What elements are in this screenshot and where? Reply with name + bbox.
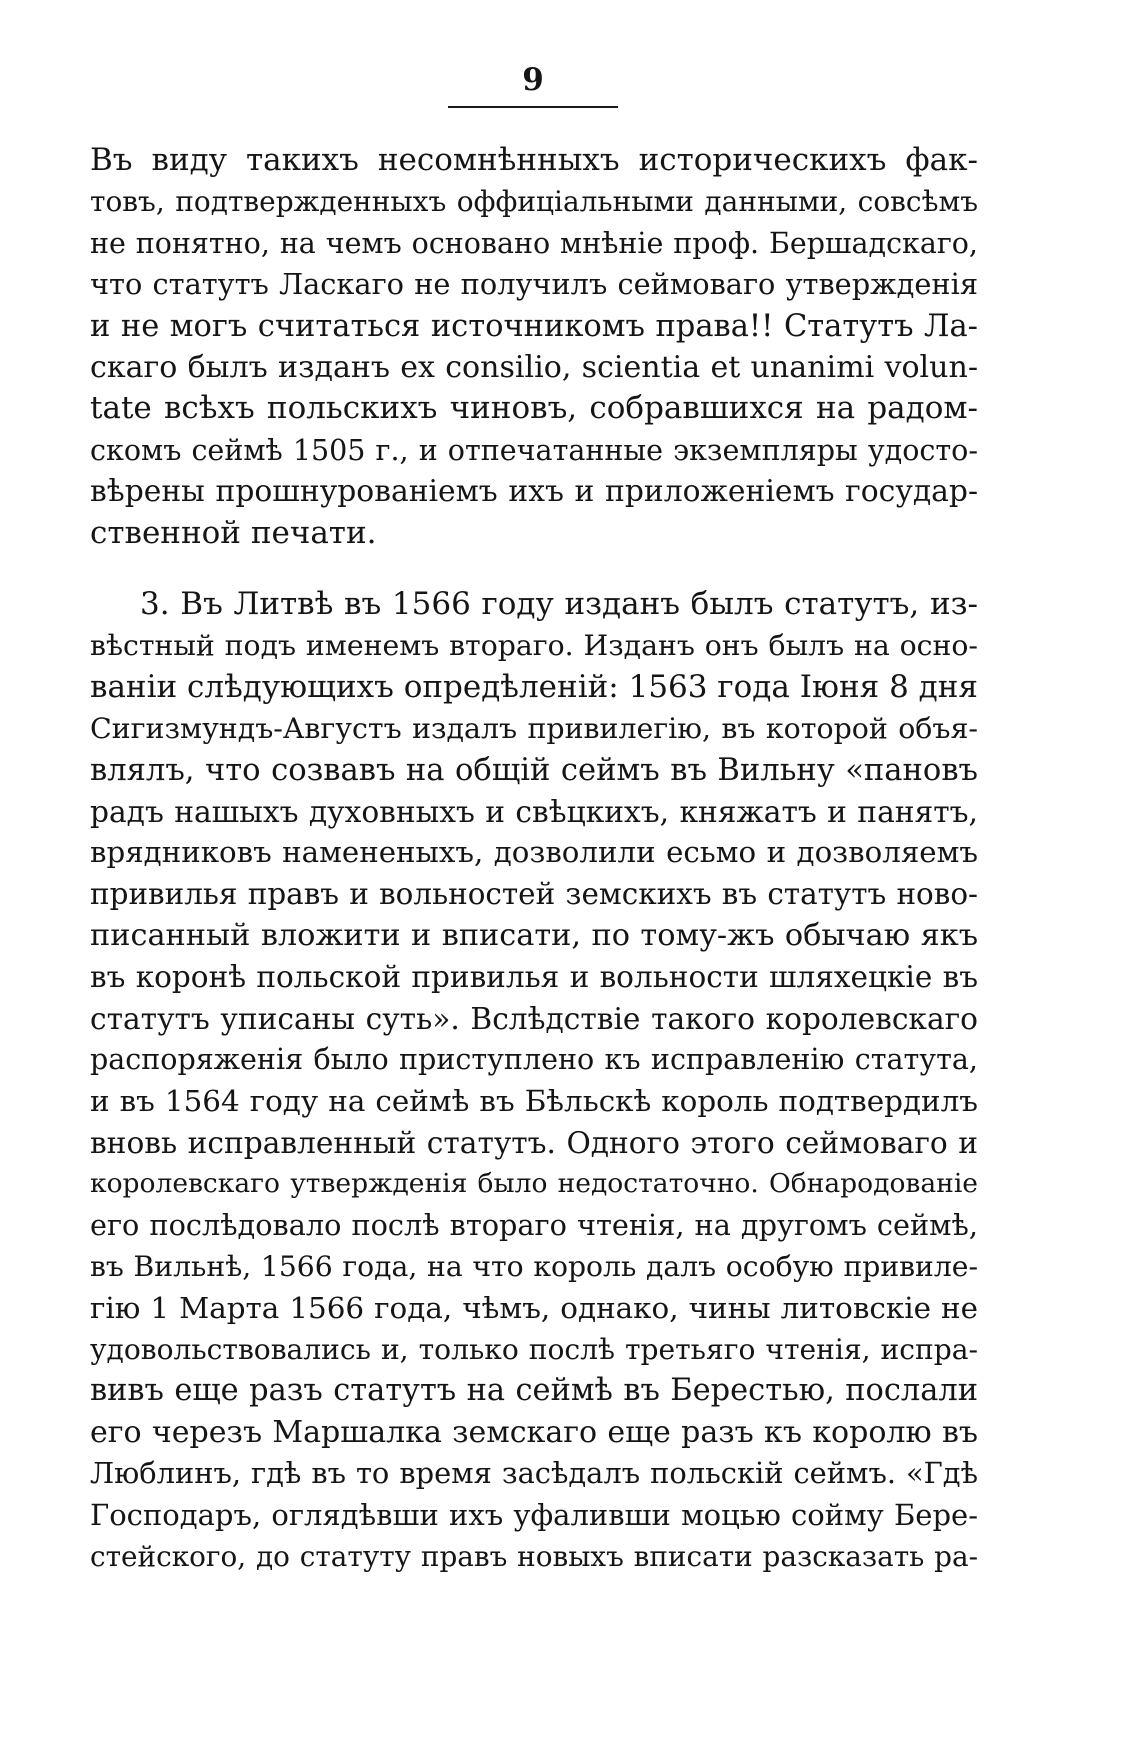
text-line: 3. Въ Литвѣ въ 1566 году изданъ былъ статутъ, из- bbox=[140, 586, 978, 622]
text-line: tate всѣхъ польскихъ чиновъ, собравшихся на радом- bbox=[90, 390, 978, 427]
text-line: не понятно, на чемъ основано мнѣніе проф. Бершадскаго, bbox=[90, 226, 978, 260]
text-line: и въ 1564 году на сеймѣ въ Бѣльскѣ король подтвердилъ bbox=[90, 1083, 978, 1118]
text-line: его черезъ Маршалка земскаго еще разъ къ королю въ bbox=[90, 1414, 978, 1450]
text-line: врядниковъ намененыхъ, дозволили есьмо и дозволяемъ bbox=[90, 835, 978, 870]
text-line: гію 1 Марта 1566 года, чѣмъ, однако, чины литовскіе не bbox=[90, 1290, 978, 1325]
text-line: привилья правъ и вольностей земскихъ въ статутъ ново- bbox=[90, 876, 978, 911]
text-line: вѣстный подъ именемъ втораго. Изданъ онъ былъ на осно- bbox=[90, 629, 978, 663]
text-line: вѣрены прошнурованіемъ ихъ и приложеніемъ государ- bbox=[90, 474, 978, 510]
page-number: 9 bbox=[522, 62, 544, 98]
text-line: скомъ сеймѣ 1505 г., и отпечатанные экземпляры удосто- bbox=[90, 432, 978, 467]
paragraph-2 bbox=[90, 584, 978, 1577]
text-line: удовольствовались и, только послѣ третьяго чтенія, испра- bbox=[90, 1333, 978, 1367]
text-line: ственной печати. bbox=[90, 514, 377, 551]
text-line: и не могъ считаться источникомъ права!! Статутъ Ла- bbox=[90, 308, 978, 344]
text-line: радъ нашыхъ духовныхъ и свѣцкихъ, княжатъ и панятъ, bbox=[90, 793, 978, 829]
text-line: вивъ еще разъ статутъ на сеймѣ въ Берестью, послали bbox=[90, 1373, 978, 1409]
text-line: Люблинъ, гдѣ въ то время засѣдалъ польскій сеймъ. «Гдѣ bbox=[90, 1456, 978, 1491]
text-line: Господаръ, оглядѣвши ихъ уфаливши моцью сойму Бере- bbox=[90, 1497, 978, 1532]
text-line: въ Вильнѣ, 1566 года, на что король далъ особую привиле- bbox=[90, 1250, 978, 1284]
text-line: Въ виду такихъ несомнѣнныхъ историческихъ фак- bbox=[90, 142, 978, 178]
text-line: въ коронѣ польской привилья и вольности шляхецкіе въ bbox=[90, 959, 978, 994]
text-line: что статутъ Ласкаго не получилъ сеймоваго утвержденія bbox=[90, 267, 978, 302]
text-line: скаго былъ изданъ ex consilio, scientia et unanimi volun- bbox=[90, 349, 978, 385]
paragraph-1 bbox=[90, 140, 978, 554]
text-line: влялъ, что созвавъ на общій сеймъ въ Вильну «пановъ bbox=[90, 752, 978, 788]
text-line: стейского, до статуту правъ новыхъ вписати разсказать ра- bbox=[90, 1539, 978, 1573]
text-line: статутъ уписаны суть». Вслѣдствіе такого королевскаго bbox=[90, 1000, 978, 1036]
text-line: писанный вложити и вписати, по тому-жъ обычаю якъ bbox=[90, 918, 978, 954]
text-line: вновь исправленный статутъ. Одного этого сеймоваго и bbox=[90, 1125, 978, 1161]
text-line: его послѣдовало послѣ втораго чтенія, на другомъ сеймѣ, bbox=[90, 1207, 978, 1242]
text-line: распоряженія было приступлено къ исправленію статута, bbox=[90, 1042, 978, 1077]
text-line: ваніи слѣдующихъ опредѣленій: 1563 года Іюня 8 дня bbox=[90, 668, 978, 705]
text-line: Сигизмундъ-Августъ издалъ привилегію, въ которой объя- bbox=[90, 712, 978, 746]
text-line: королевскаго утвержденія было недостаточно. Обнародованіе bbox=[90, 1168, 978, 1200]
text-line: товъ, подтвержденныхъ оффиціальными данными, совсѣмъ bbox=[90, 185, 978, 219]
header-rule bbox=[448, 106, 618, 108]
